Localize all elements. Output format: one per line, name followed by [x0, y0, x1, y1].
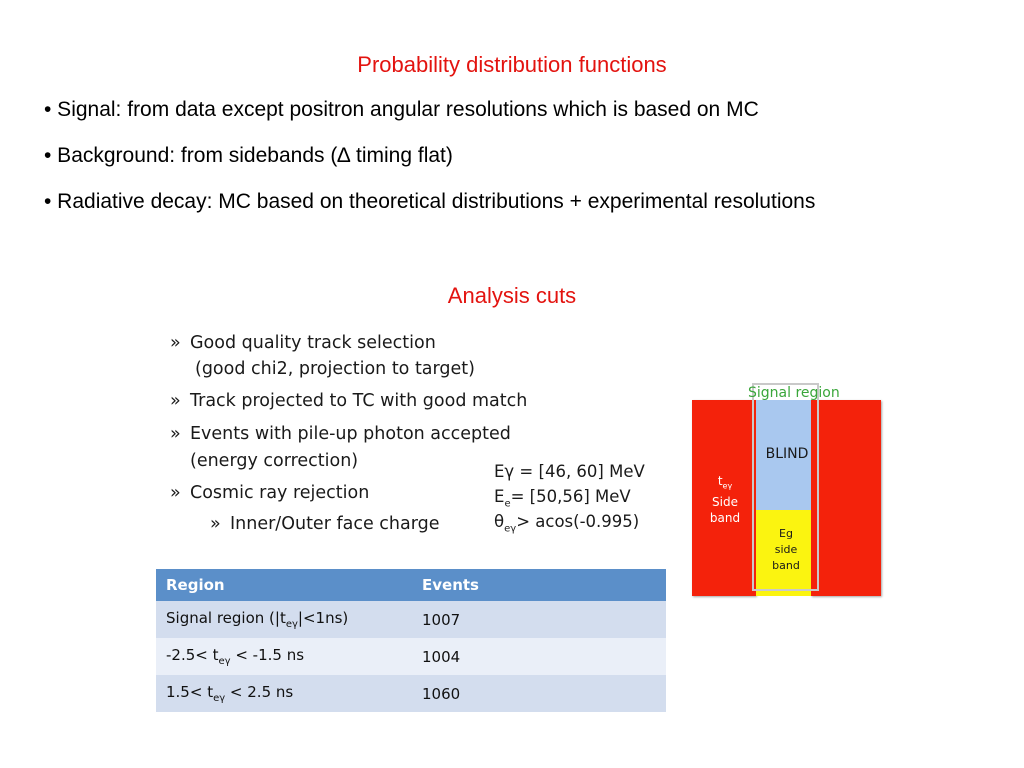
bullet-marker: » — [170, 333, 181, 353]
egamma-cut: Eγ = [46, 60] MeV — [494, 462, 645, 481]
region-header: Region — [156, 569, 412, 601]
bullet-signal: • Signal: from data except positron angular resolutions which is based on MC — [44, 98, 759, 121]
time-sideband-label: $t_{e\gamma}$ Side band — [709, 474, 741, 526]
signal-region-label: Signal region — [748, 385, 840, 401]
bullet-marker: » — [170, 424, 181, 444]
cut-item-detail: (good chi2, projection to target) — [195, 359, 475, 379]
ee-cut: $E_e= [50,56]$ MeV — [494, 487, 631, 510]
blind-label: BLIND — [765, 446, 809, 462]
bullet-marker: » — [170, 391, 181, 411]
bullet-background: • Background: from sidebands (∆ timing flat) — [44, 144, 453, 167]
signal-region-diagram — [690, 383, 885, 598]
energy-sideband-label: Eg side band — [772, 527, 800, 572]
time-sideband-right — [811, 400, 881, 596]
events-header: Events — [412, 569, 666, 601]
region-cell: $-2.5< t_{e\gamma} < -1.5$ ns — [156, 638, 412, 675]
theta-cut: $\theta_{e\gamma}> acos(-0.995)$ — [494, 512, 640, 535]
region-cell: Signal region $(|t_{e\gamma}|<1ns)$ — [156, 601, 412, 638]
bullet-marker: » — [170, 483, 181, 503]
table-row — [156, 638, 666, 675]
region-cell: $1.5< t_{e\gamma} < 2.5$ ns — [156, 675, 412, 712]
cuts-section-title: Analysis cuts — [447, 283, 577, 308]
table-header-row — [156, 569, 666, 601]
bullet-radiative-decay: • Radiative decay: MC based on theoretical distributions + experimental resolutions — [44, 190, 816, 213]
events-cell: 1060 — [412, 675, 666, 712]
events-cell: 1004 — [412, 638, 666, 675]
table-row — [156, 601, 666, 638]
bullet-marker: » — [210, 514, 221, 534]
region-events-table — [156, 569, 666, 712]
cut-item-detail: (energy correction) — [190, 451, 359, 471]
events-cell: 1007 — [412, 601, 666, 638]
table-row — [156, 675, 666, 712]
pdf-section-title: Probability distribution functions — [357, 52, 667, 77]
